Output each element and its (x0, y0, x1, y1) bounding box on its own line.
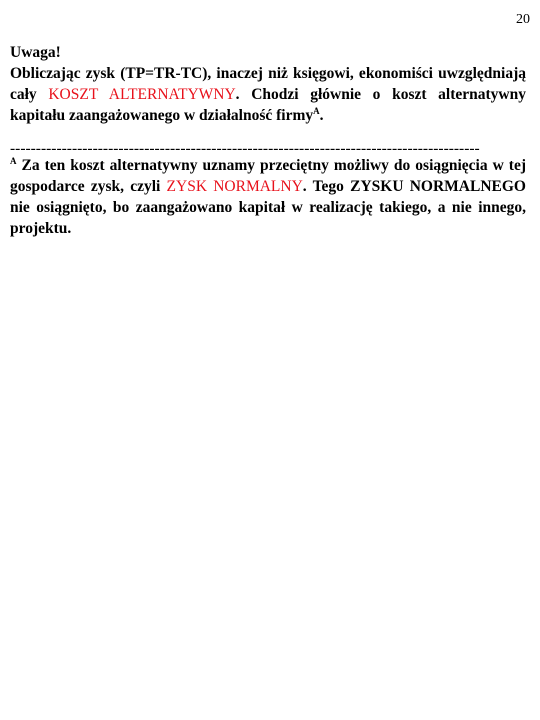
footnote-text-start: Za ten koszt alternatywny uznamy przeciętny możliwy do osiągnięcia w tej gospodarce zysk, czyli (10, 157, 526, 195)
footnote-marker: A (10, 156, 17, 166)
note-heading: Uwaga! (10, 44, 61, 61)
document-body (10, 42, 526, 239)
paragraph-text-middle: . Chodzi głównie o koszt alternatywny kapitału zaangażowanego w działalność firmy (10, 86, 526, 124)
paragraph-text-end: . (319, 107, 324, 124)
footnote-text-end: . Tego ZYSKU NORMALNEGO nie osiągnięto, bo zaangażowano kapitał w realizację takiego, a nie innego, projektu. (10, 178, 526, 237)
note-paragraph (10, 63, 526, 126)
footnote-reference: A (313, 106, 320, 116)
page-number: 20 (516, 12, 530, 27)
highlight-zysk-normalny: ZYSK NORMALNY (166, 178, 303, 195)
footnote (10, 155, 526, 239)
paragraph-text-start: Obliczając zysk (TP=TR-TC), inaczej niż księgowi, ekonomiści uwzględniają cały (10, 65, 526, 103)
highlight-koszt-alternatywny: KOSZT ALTERNATYWNY (48, 86, 236, 103)
footnote-divider: ------------------------------------------------------------------------------------------- (10, 143, 480, 155)
